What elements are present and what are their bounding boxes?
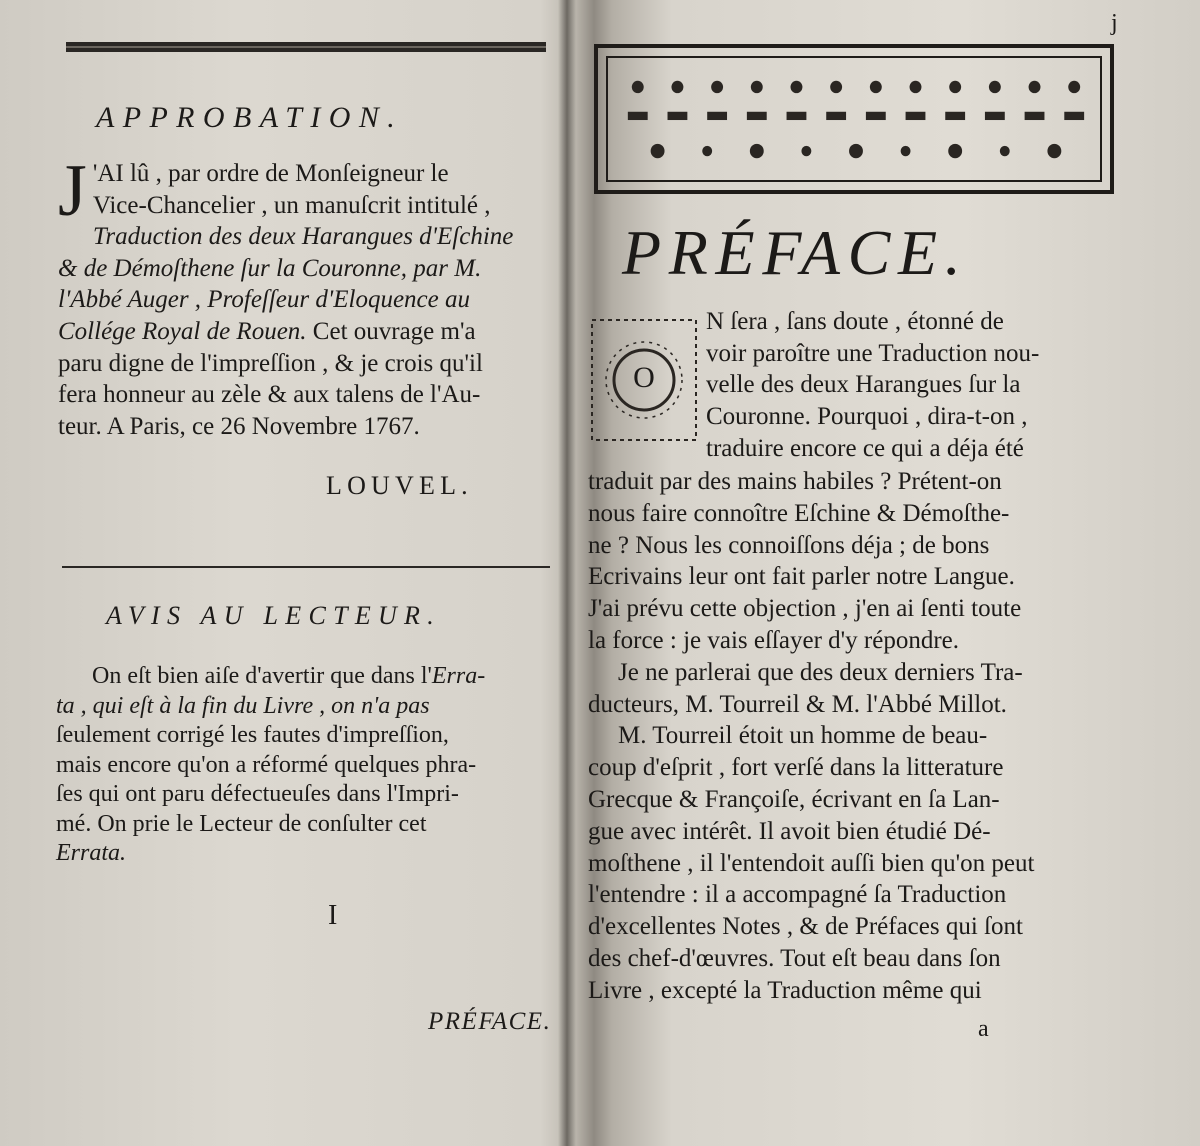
preface-line: moſthene , il l'entendoit auſſi bien qu'on peut xyxy=(588,849,1035,877)
avis-line-start: On eſt bien aiſe d'avertir que dans l' xyxy=(92,663,432,689)
preface-title: PRÉFACE. xyxy=(622,217,969,288)
avis-line: ſes qui ont paru défectueuſes dans l'Impri- xyxy=(56,781,459,807)
approbation-line: l'Abbé Auger , Profeſſeur d'Eloquence au xyxy=(58,286,470,314)
left-page xyxy=(0,0,560,1146)
preface-line: M. Tourreil étoit un homme de beau- xyxy=(618,722,988,750)
approbation-text xyxy=(58,150,558,442)
signature-mark: I xyxy=(328,900,338,931)
preface-line: Ecrivains leur ont fait parler notre Langue. xyxy=(588,563,1015,591)
section-rule xyxy=(62,566,550,568)
avis-line-ta: ta , qui eſt à la fin du Livre , on n'a pas xyxy=(56,692,430,719)
page-mark: j xyxy=(1111,10,1118,36)
preface-opening-lines xyxy=(706,306,1118,465)
approbation-heading: APPROBATION. xyxy=(96,101,404,134)
preface-line: des chef-d'œuvres. Tout eſt beau dans ſon xyxy=(588,944,1001,972)
avis-line: mé. On prie le Lecteur de conſulter cet xyxy=(56,810,427,837)
errata-italic: Erra- xyxy=(431,663,486,689)
approbation-line: & de Démoſthene ſur la Couronne, par M. xyxy=(58,254,482,282)
avis-line: mais encore qu'on a réformé quelques phra- xyxy=(56,751,477,778)
preface-line: J'ai prévu cette objection , j'en ai ſenti toute xyxy=(588,595,1022,623)
preface-line: d'excellentes Notes , & de Préfaces qui ſont xyxy=(588,913,1023,941)
preface-line: velle des deux Harangues ſur la xyxy=(706,371,1021,399)
approbation-rest: Cet ouvrage m'a xyxy=(312,317,476,345)
preface-line: nous faire connoître Eſchine & Démoſthe- xyxy=(588,499,1010,527)
approbation-line: Vice-Chancelier , un manuſcrit intitulé , xyxy=(92,191,491,219)
avis-line: ſeulement corrigé les fautes d'impreſſion, xyxy=(56,722,449,748)
approbation-line: paru digne de l'impreſſion , & je crois qu'il xyxy=(58,349,483,377)
initial-letter: O xyxy=(633,361,655,394)
avis-line xyxy=(56,692,556,722)
preface-line: la force : je vais eſſayer d'y répondre. xyxy=(588,626,959,654)
top-rule xyxy=(66,42,546,52)
approbation-italic-end: Collége Royal de Rouen. xyxy=(58,317,307,345)
preface-line: Je ne parlerai que des deux derniers Tra- xyxy=(618,658,1023,686)
headpiece-frame xyxy=(606,56,1102,182)
preface-line: coup d'eſprit , fort verſé dans la litterature xyxy=(588,754,1004,782)
signature-louvel: LOUVEL. xyxy=(326,471,473,500)
decorated-initial xyxy=(590,318,698,442)
preface-line: traduit par des mains habiles ? Prétent-on xyxy=(588,468,1002,495)
avis-line xyxy=(56,662,556,692)
preface-line: gue avec intérêt. Il avoit bien étudié Dé- xyxy=(588,817,991,845)
preface-line: traduire encore ce qui a déja été xyxy=(706,434,1024,462)
preface-body xyxy=(588,466,1118,1007)
avis-line: Errata. xyxy=(56,840,127,866)
preface-line: voir paroître une Traduction nou- xyxy=(706,339,1040,367)
preface-line: Couronne. Pourquoi , dira-t-on , xyxy=(706,403,1028,431)
approbation-line: fera honneur au zèle & aux talens de l'Au- xyxy=(58,381,481,409)
preface-line: Grecque & Françoiſe, écrivant en ſa Lan- xyxy=(588,785,1000,813)
headpiece-ornament xyxy=(594,44,1114,194)
right-signature-mark: a xyxy=(978,1016,989,1042)
avis-heading: AVIS AU LECTEUR. xyxy=(106,601,441,630)
book-gutter xyxy=(558,0,576,1146)
fleuron-pattern-icon xyxy=(608,58,1100,180)
approbation-line xyxy=(58,316,558,348)
catchword: PRÉFACE. xyxy=(428,1008,552,1035)
preface-line: ducteurs, M. Tourreil & M. l'Abbé Millot. xyxy=(588,690,1007,718)
preface-line: N ſera , ſans doute , étonné de xyxy=(706,308,1004,335)
approbation-line: teur. A Paris, ce 26 Novembre 1767. xyxy=(58,412,420,440)
approbation-line: 'AI lû , par ordre de Monſeigneur le xyxy=(92,160,449,187)
dropcap: J xyxy=(58,150,87,232)
preface-line: l'entendre : il a accompagné ſa Traduction xyxy=(588,881,1007,909)
preface-line: Livre , excepté la Traduction même qui xyxy=(588,976,982,1004)
approbation-line: Traduction des deux Harangues d'Eſchine xyxy=(92,223,514,251)
avis-text xyxy=(56,662,556,869)
preface-line: ne ? Nous les connoiſſons déja ; de bons xyxy=(588,531,990,559)
